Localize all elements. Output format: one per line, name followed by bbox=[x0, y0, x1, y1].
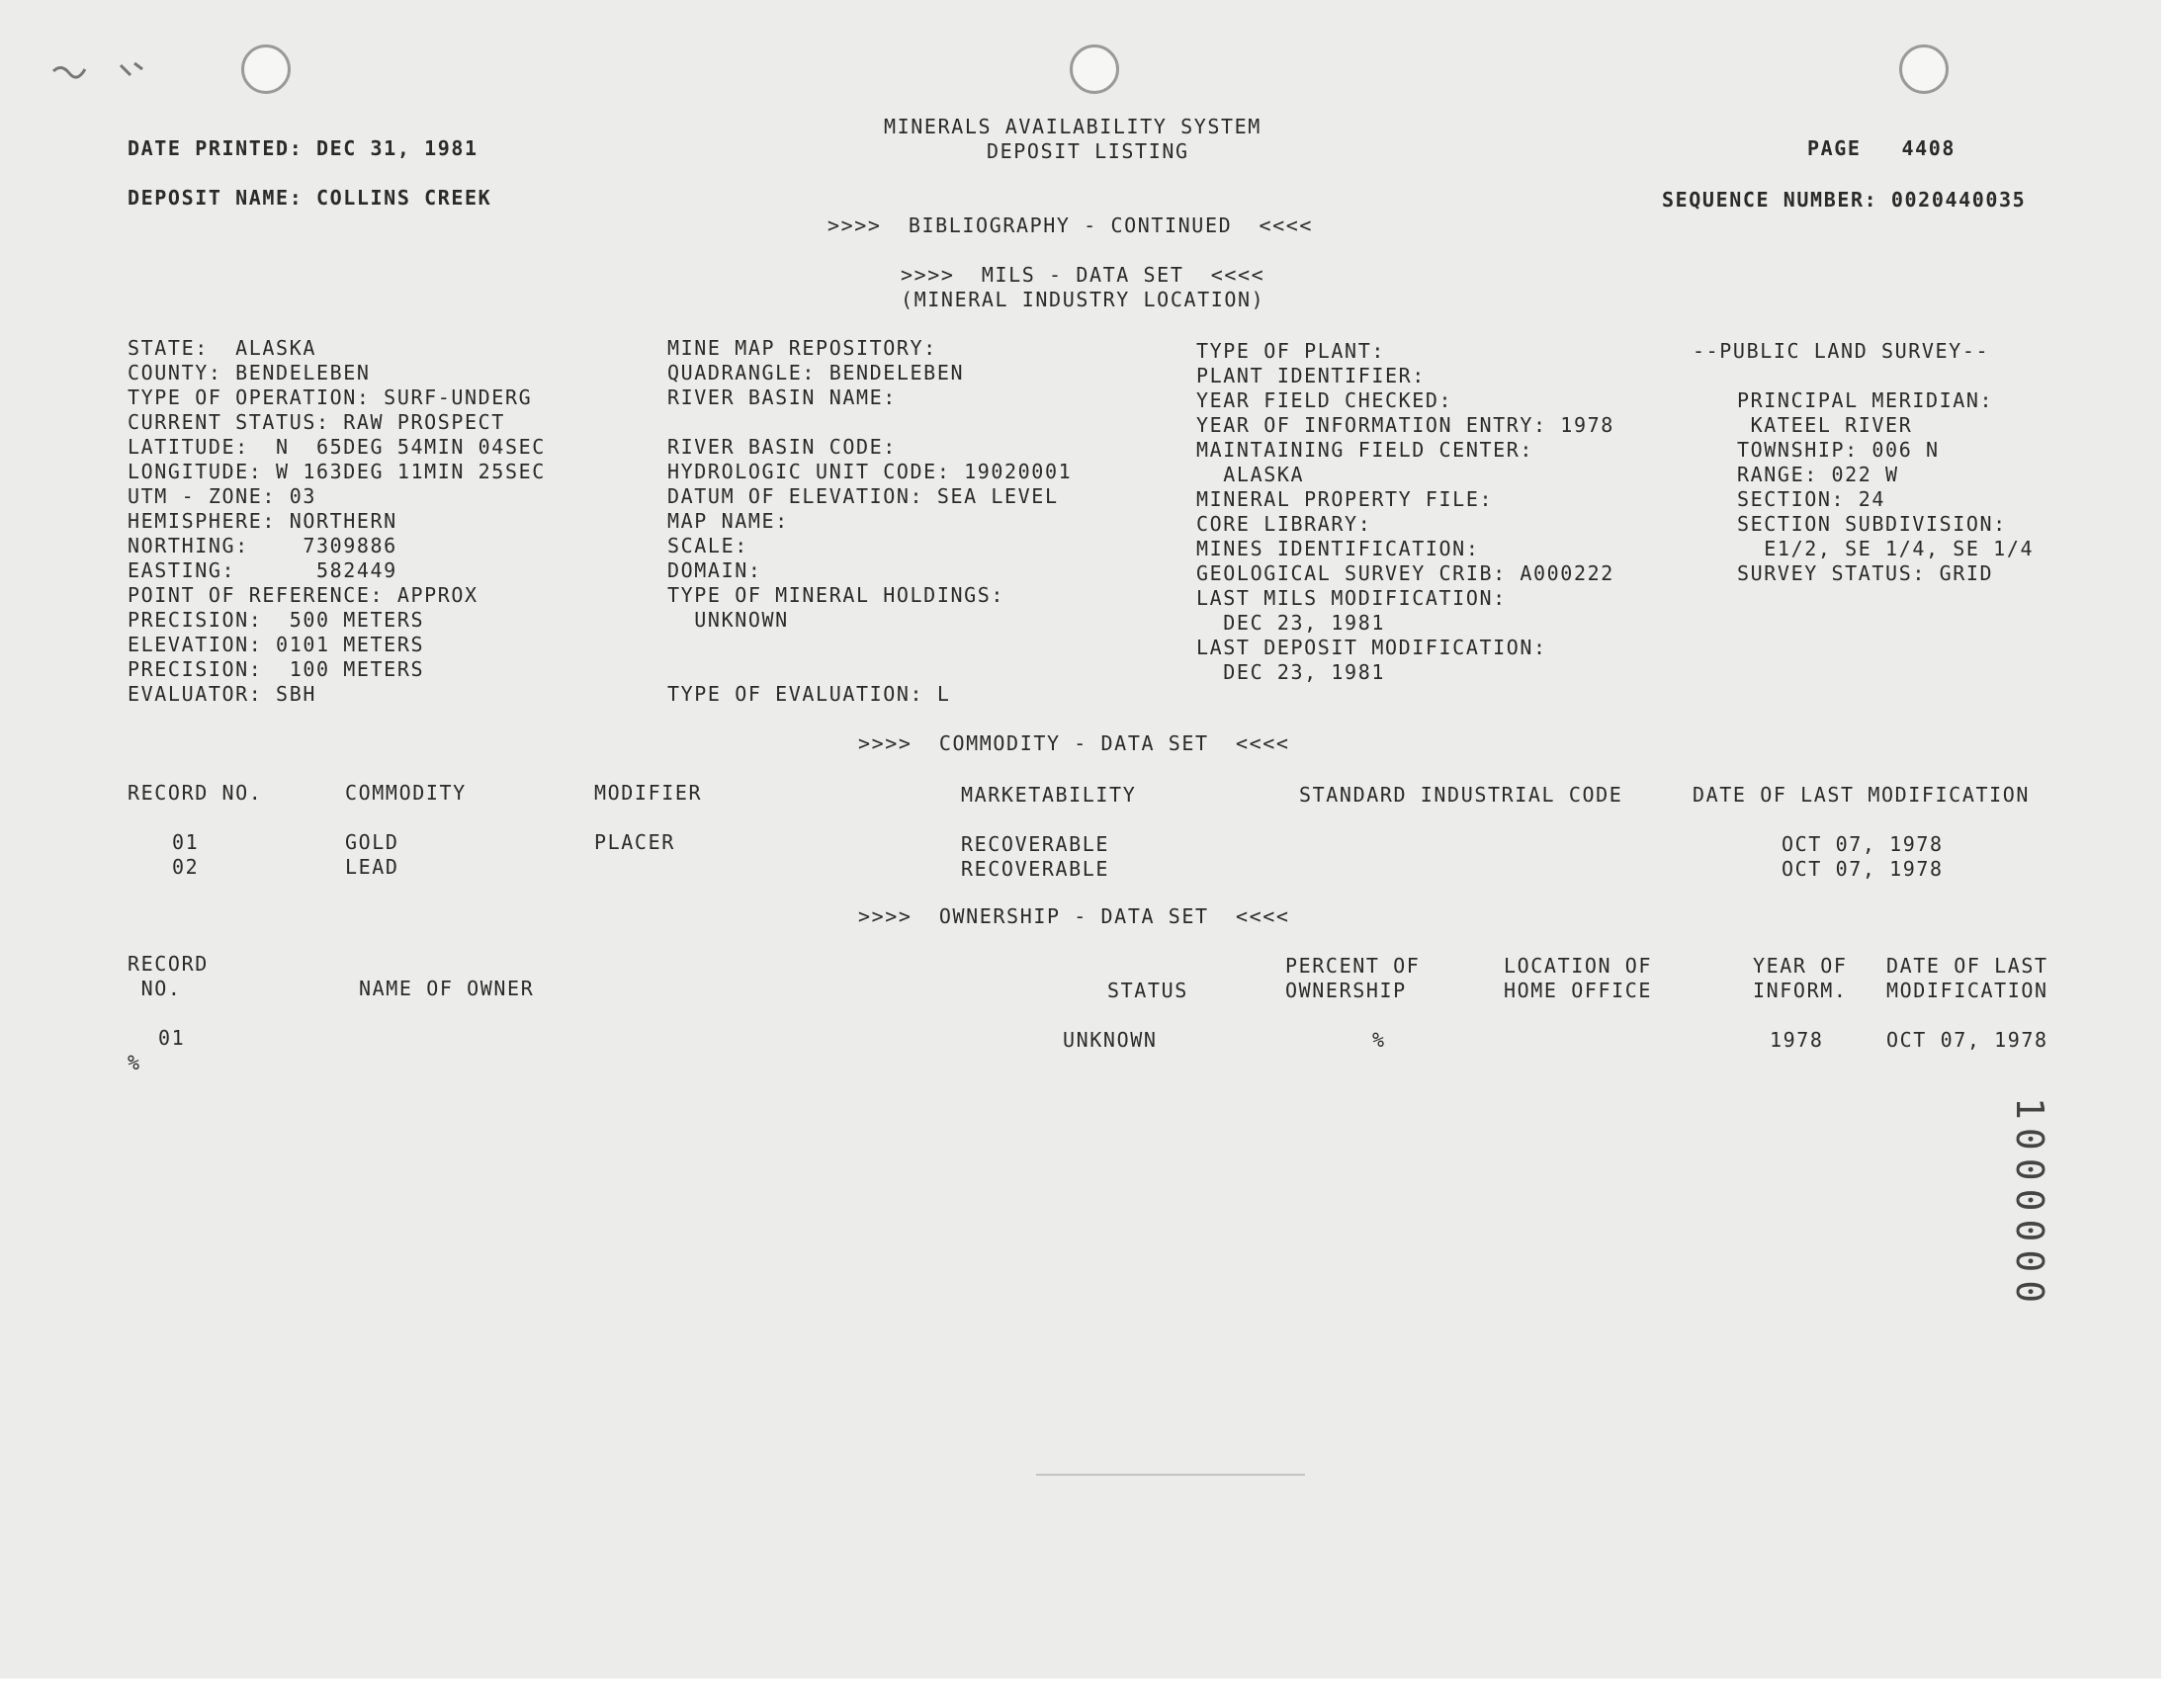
field-line: RIVER BASIN NAME: bbox=[667, 385, 897, 409]
field-line: LONGITUDE: W 163DEG 11MIN 25SEC bbox=[128, 460, 546, 483]
field-line: HEMISPHERE: NORTHERN bbox=[128, 509, 397, 533]
field-line: PRECISION: 100 METERS bbox=[128, 657, 425, 681]
field-line: SCALE: bbox=[667, 534, 748, 557]
field-line: MAP NAME: bbox=[667, 509, 789, 533]
field-line: CURRENT STATUS: RAW PROSPECT bbox=[128, 410, 505, 434]
col-header-year: INFORM. bbox=[1753, 979, 1848, 1002]
col-header-record: NO. bbox=[128, 977, 182, 1000]
field-line: CORE LIBRARY: bbox=[1196, 512, 1372, 536]
col-header-percent: PERCENT OF bbox=[1285, 954, 1421, 978]
field-line: E1/2, SE 1/4, SE 1/4 bbox=[1737, 537, 2035, 560]
field-line: MAINTAINING FIELD CENTER: bbox=[1196, 438, 1534, 462]
field-line: LATITUDE: N 65DEG 54MIN 04SEC bbox=[128, 435, 546, 459]
col-header-sic: STANDARD INDUSTRIAL CODE bbox=[1299, 783, 1623, 807]
field-line: TYPE OF EVALUATION: L bbox=[667, 682, 951, 706]
commodity-name: GOLD bbox=[345, 830, 399, 854]
footnote-marker: % bbox=[128, 1051, 141, 1074]
field-line: TYPE OF PLANT: bbox=[1196, 339, 1385, 363]
marketability: RECOVERABLE bbox=[961, 832, 1110, 856]
page-edge bbox=[2161, 0, 2175, 1708]
field-line: TOWNSHIP: 006 N bbox=[1737, 438, 1940, 462]
col-header-location: HOME OFFICE bbox=[1504, 979, 1653, 1002]
field-line: LAST DEPOSIT MODIFICATION: bbox=[1196, 636, 1547, 659]
field-line: DEC 23, 1981 bbox=[1196, 660, 1385, 684]
col-header-commodity: COMMODITY bbox=[345, 781, 467, 805]
ink-smudge bbox=[51, 57, 150, 81]
record-number: 02 bbox=[172, 855, 200, 879]
col-header-last-modification: DATE OF LAST MODIFICATION bbox=[1693, 783, 2031, 807]
field-line: YEAR FIELD CHECKED: bbox=[1196, 388, 1453, 412]
field-line: UTM - ZONE: 03 bbox=[128, 484, 316, 508]
punch-hole-center bbox=[1070, 44, 1119, 94]
commodity-name: LEAD bbox=[345, 855, 399, 879]
field-line: RIVER BASIN CODE: bbox=[667, 435, 897, 459]
col-header-year: YEAR OF bbox=[1753, 954, 1848, 978]
col-header-record: RECORD NO. bbox=[128, 781, 263, 805]
col-header-record: RECORD bbox=[128, 952, 209, 976]
punch-hole-right bbox=[1899, 44, 1949, 94]
field-line: PRINCIPAL MERIDIAN: bbox=[1737, 388, 1994, 412]
field-line: SURVEY STATUS: GRID bbox=[1737, 561, 1994, 585]
mils-heading: >>>> MILS - DATA SET <<<< bbox=[901, 263, 1265, 287]
last-modification: OCT 07, 1978 bbox=[1782, 832, 1944, 856]
field-line: ALASKA bbox=[1196, 463, 1305, 486]
marketability: RECOVERABLE bbox=[961, 857, 1110, 881]
field-line: PRECISION: 500 METERS bbox=[128, 608, 425, 632]
sequence-number: SEQUENCE NUMBER: 0020440035 bbox=[1662, 188, 2027, 212]
field-line: EVALUATOR: SBH bbox=[128, 682, 316, 706]
listing-title: DEPOSIT LISTING bbox=[987, 139, 1189, 163]
field-line: STATE: ALASKA bbox=[128, 336, 316, 360]
record-number: 01 bbox=[158, 1026, 186, 1050]
field-line: COUNTY: BENDELEBEN bbox=[128, 361, 371, 384]
punch-hole-left bbox=[241, 44, 291, 94]
date-printed: DATE PRINTED: DEC 31, 1981 bbox=[128, 136, 478, 160]
field-line: MINE MAP REPOSITORY: bbox=[667, 336, 937, 360]
last-modification: OCT 07, 1978 bbox=[1782, 857, 1944, 881]
field-line: QUADRANGLE: BENDELEBEN bbox=[667, 361, 965, 384]
field-line: UNKNOWN bbox=[667, 608, 789, 632]
col-header-modifier: MODIFIER bbox=[594, 781, 703, 805]
page-edge bbox=[0, 1678, 2175, 1708]
field-line: YEAR OF INFORMATION ENTRY: 1978 bbox=[1196, 413, 1614, 437]
field-line: MINERAL PROPERTY FILE: bbox=[1196, 487, 1494, 511]
field-line: TYPE OF MINERAL HOLDINGS: bbox=[667, 583, 1005, 607]
col-header-marketability: MARKETABILITY bbox=[961, 783, 1137, 807]
field-line: SECTION: 24 bbox=[1737, 487, 1886, 511]
mils-subheading: (MINERAL INDUSTRY LOCATION) bbox=[901, 288, 1265, 311]
ownership-heading: >>>> OWNERSHIP - DATA SET <<<< bbox=[858, 904, 1290, 928]
field-line: NORTHING: 7309886 bbox=[128, 534, 397, 557]
col-header-status: STATUS bbox=[1107, 979, 1188, 1002]
modifier: PLACER bbox=[594, 830, 675, 854]
field-line: TYPE OF OPERATION: SURF-UNDERG bbox=[128, 385, 533, 409]
field-line: EASTING: 582449 bbox=[128, 558, 397, 582]
field-line: PLANT IDENTIFIER: bbox=[1196, 364, 1426, 387]
frame-number-stamp: 1000000 bbox=[2008, 1097, 2051, 1312]
field-line: DOMAIN: bbox=[667, 558, 762, 582]
col-header-owner: NAME OF OWNER bbox=[359, 977, 535, 1000]
col-header-percent: OWNERSHIP bbox=[1285, 979, 1407, 1002]
field-line: HYDROLOGIC UNIT CODE: 19020001 bbox=[667, 460, 1073, 483]
commodity-heading: >>>> COMMODITY - DATA SET <<<< bbox=[858, 731, 1290, 755]
field-line: GEOLOGICAL SURVEY CRIB: A000222 bbox=[1196, 561, 1614, 585]
field-line: DEC 23, 1981 bbox=[1196, 611, 1385, 635]
deposit-name: DEPOSIT NAME: COLLINS CREEK bbox=[128, 186, 492, 210]
divider-line bbox=[1036, 1474, 1305, 1476]
last-modification: OCT 07, 1978 bbox=[1886, 1028, 2048, 1052]
record-number: 01 bbox=[172, 830, 200, 854]
land-survey-heading: --PUBLIC LAND SURVEY-- bbox=[1693, 339, 1990, 363]
percent-ownership: % bbox=[1372, 1028, 1386, 1052]
field-line: KATEEL RIVER bbox=[1737, 413, 1913, 437]
col-header-location: LOCATION OF bbox=[1504, 954, 1653, 978]
field-line: MINES IDENTIFICATION: bbox=[1196, 537, 1480, 560]
page-number: PAGE 4408 bbox=[1807, 136, 1957, 160]
field-line: DATUM OF ELEVATION: SEA LEVEL bbox=[667, 484, 1059, 508]
field-line: POINT OF REFERENCE: APPROX bbox=[128, 583, 478, 607]
field-line: LAST MILS MODIFICATION: bbox=[1196, 586, 1507, 610]
field-line: RANGE: 022 W bbox=[1737, 463, 1899, 486]
field-line: ELEVATION: 0101 METERS bbox=[128, 633, 425, 656]
col-header-last-modification: MODIFICATION bbox=[1886, 979, 2048, 1002]
bibliography-heading: >>>> BIBLIOGRAPHY - CONTINUED <<<< bbox=[827, 214, 1314, 237]
col-header-last-modification: DATE OF LAST bbox=[1886, 954, 2048, 978]
field-line: SECTION SUBDIVISION: bbox=[1737, 512, 2007, 536]
owner-status: UNKNOWN bbox=[1063, 1028, 1158, 1052]
system-title: MINERALS AVAILABILITY SYSTEM bbox=[884, 115, 1262, 138]
year-of-information: 1978 bbox=[1770, 1028, 1824, 1052]
